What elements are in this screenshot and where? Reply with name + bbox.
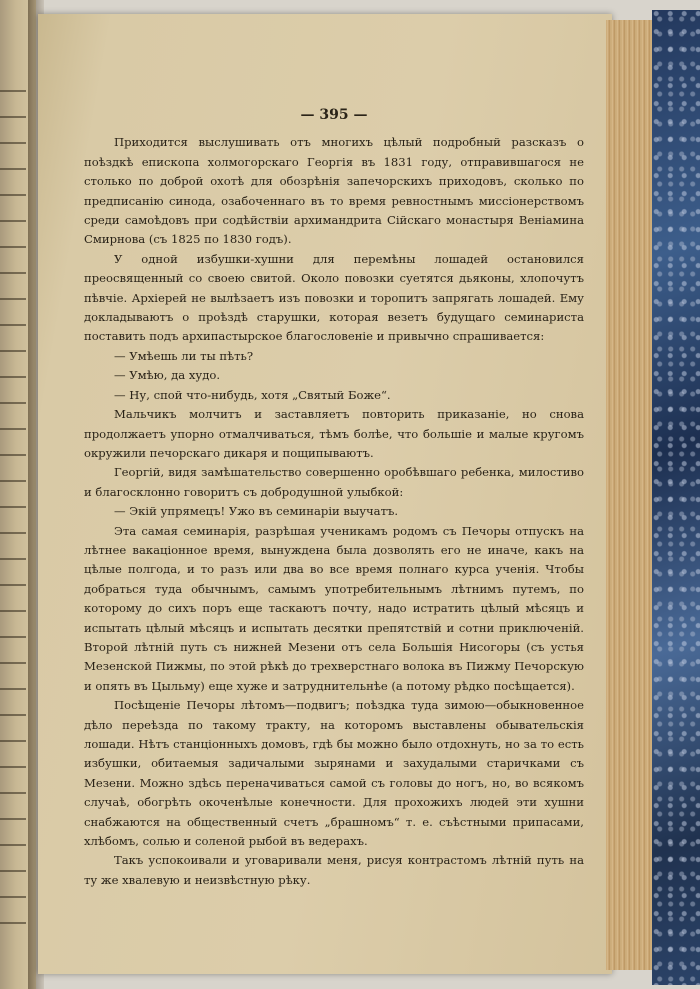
dialogue-line-4: — Экій упрямецъ! Ужо въ семинаріи выучатъ. (114, 504, 399, 519)
paragraph-3: Мальчикъ молчитъ и заставляетъ повторить приказаніе, но снова продолжаетъ упорно отмалчиваться, тѣмъ болѣе, что большіе и малые кругомъ окружили печорскаго дикаря и пощипываютъ. (84, 407, 584, 460)
page-block-edges (606, 20, 656, 970)
paragraph-1: Приходится выслушивать отъ многихъ цѣлый подробный разсказъ о поѣздкѣ епископа холмогорскаго Георгія въ 1831 году, отправившагося не столько по доброй охотѣ для обозрѣнія запечорскихъ приходовъ, сколько по предписанію синода, озабоченнаго въ то время ревностнымъ миссіонерствомъ среди самоѣдовъ при содѣйствіи архимандрита Сійскаго монастыря Веніамина Смирнова (съ 1825 по 1830 годъ). (84, 135, 584, 247)
paragraph-6: Посѣщеніе Печоры лѣтомъ—подвигъ; поѣздка туда зимою—обыкновенное дѣло переѣзда по такому тракту, на которомъ выставлены обывательскія лошади. Нѣтъ станціонныхъ домовъ, гдѣ бы можно было отдохнуть, но за то есть избушки, обитаемыя задичалыми зырянами и захудалыми старичками съ Мезени. Можно здѣсь переначиваться самой съ головы до ногъ, но, во всякомъ случаѣ, обогрѣть окоченѣлые конечности. Для прохожихъ людей эти хушни снабжаются на общественный счетъ „брашномъ“ т. е. съѣстными припасами, хлѣбомъ, солью и соленой рыбой въ ведерахъ. (84, 698, 584, 849)
paragraph-2: У одной избушки-хушни для перемѣны лошадей остановился преосвященный со своею свитой. Около повозки суетятся дьяконы, хлопочутъ пѣвчіе. Архіерей не вылѣзаетъ изъ повозки и торопитъ запрягать лошадей. Ему докладываютъ о проѣздѣ старушки, которая везетъ будущаго семинариста поставить подъ архипастырское благословеніе и привычно спрашивается: (84, 251, 584, 344)
page-text (84, 106, 584, 890)
paragraph-7: Такъ успокоивали и уговаривали меня, рисуя контрастомъ лѣтній путь на ту же хвалевую и неизвѣстную рѣку. (84, 853, 584, 887)
book-page (38, 14, 612, 974)
paragraph-4: Георгій, видя замѣшательство совершенно оробѣвшаго ребенка, милостиво и благосклонно говоритъ съ добродушной улыбкой: (84, 465, 584, 499)
dialogue-line-3: — Ну, спой что-нибудь, хотя „Святый Боже“. (114, 387, 391, 402)
book-cover (652, 10, 700, 985)
paragraph-5: Эта самая семинарія, разрѣшая ученикамъ родомъ съ Печоры отпускъ на лѣтнее вакаціонное время, вынуждена была дозволять его не иначе, какъ на цѣлые полгода, и то разъ или два во все время полнаго курса ученія. Чтобы добраться туда обычнымъ, самымъ употребительнымъ лѣтнимъ путемъ, по которому до сихъ поръ еще таскаютъ почту, надо истратить цѣлый мѣсяцъ и испытать цѣлый мѣсяцъ и испытать десятки препятствій и сотни приключеній. Второй лѣтній путь съ нижней Мезени отъ села Большія Нисогоры (съ устья Мезенской Пижмы, по этой рѣкѣ до трехверстнаго волока въ Пижму Печорскую и опять въ Цыльму) еще хуже и затруднительнѣе (а потому рѣдко посѣщается). (84, 523, 584, 693)
left-page-text-fragments (0, 90, 30, 948)
dialogue-line-2: — Умѣю, да худо. (114, 368, 221, 383)
cover-marbling (652, 10, 700, 985)
dialogue-line-1: — Умѣешь ли ты пѣть? (114, 348, 254, 363)
page-number: — 395 — (300, 107, 368, 123)
